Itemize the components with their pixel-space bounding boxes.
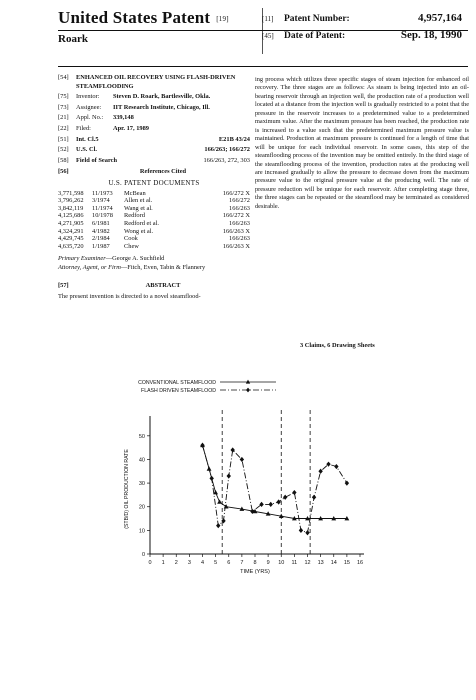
filed-field [58,125,250,134]
intcl-value: E21B 43/24 [218,135,250,143]
abstract-first-line: The present invention is directed to a novel steamflood- [58,293,201,301]
y-tick-label: 30 [138,481,145,488]
data-point [292,490,296,495]
x-tick-label: 10 [278,560,285,566]
reference-name: McBean [124,189,146,197]
data-point [299,528,303,533]
x-tick-label: 9 [266,560,270,566]
assignee-field [58,104,250,113]
uscl-label: U.S. Cl. [76,146,97,154]
reference-cls: 166/263 [229,204,250,212]
reference-name: Cook [124,235,138,243]
inventor-value: Steven D. Roark, Bartlesville, Okla. [113,93,211,101]
attorney-name: —Fitch, Even, Tabin & Flannery [120,263,206,271]
data-point [227,473,231,478]
inventor-surname: Roark [58,33,88,45]
data-point [250,509,254,514]
reference-date: 6/1981 [92,219,110,227]
x-tick-label: 4 [200,560,205,566]
y-tick-label: 0 [141,552,145,558]
references-list [58,190,250,251]
search-label: Field of Search [76,156,118,164]
references-heading: References Cited [139,168,187,176]
reference-no: 4,125,686 [58,212,84,220]
patent-header-left [58,8,229,45]
x-tick-label: 12 [304,560,311,566]
number-code: [11] [262,15,274,23]
data-point [240,457,244,462]
reference-row [58,197,250,205]
reference-name: Chew [124,242,139,250]
header-rule-bottom [58,66,468,67]
x-tick-label: 14 [330,560,337,566]
attorney-label: Attorney, Agent, or Firm [58,263,121,271]
appl-value: 339,148 [113,114,134,122]
production-rate-chart [98,374,398,604]
legend-label: FLASH DRIVEN STEAMFLOOD [141,388,216,394]
primary-examiner [58,255,250,264]
reference-row [58,212,250,220]
examiner-label: Primary Examiner [58,255,106,263]
filed-value: Apr. 17, 1989 [113,124,149,132]
reference-name: Redford [124,212,145,220]
data-point [216,523,220,528]
y-axis-label: (STB/D) OIL PRODUCTION RATE [124,449,130,529]
reference-name: Wang et al. [124,204,153,212]
patent-number: 4,957,164 [418,12,462,24]
data-point [209,476,213,481]
x-tick-label: 8 [253,560,257,566]
y-tick-label: 50 [138,433,145,440]
data-point [200,443,204,448]
reference-row [58,228,250,236]
references-heading-row [58,168,250,177]
reference-date: 2/1984 [92,235,110,243]
reference-no: 3,842,119 [58,204,84,212]
number-label: Patent Number: [284,14,350,24]
reference-no: 4,429,745 [58,235,84,243]
data-point [217,499,222,503]
inventor-field [58,93,250,102]
intcl-code: [51] [58,135,69,143]
patent-header-right [262,12,462,46]
reference-date: 11/1973 [92,189,113,197]
reference-date: 3/1974 [92,197,110,205]
x-tick-label: 5 [214,560,218,566]
data-point [276,499,280,504]
data-point [283,495,287,500]
intcl-field [58,136,250,145]
reference-no: 4,324,291 [58,227,84,235]
y-tick-label: 20 [138,504,145,511]
title-field [58,74,250,91]
x-tick-label: 2 [174,560,178,566]
reference-row [58,205,250,213]
reference-date: 1/1987 [92,242,110,250]
reference-no: 4,635,720 [58,242,84,250]
reference-cls: 166/263 [229,219,250,227]
reference-row [58,190,250,198]
assignee-value: IIT Research Institute, Chicago, Ill. [113,103,210,111]
inventor-label: Inventor: [76,93,100,101]
reference-row [58,243,250,251]
reference-cls: 166/263 X [222,242,250,250]
patent-office-title: United States Patent [19] [58,8,229,27]
x-axis-label: TIME (YRS) [240,569,270,575]
abstract-heading-row [58,282,250,291]
x-tick-label: 6 [227,560,231,566]
series-line [203,445,347,518]
data-point [305,530,309,535]
data-point [318,469,322,474]
inventor-code: [75] [58,93,69,101]
appl-field [58,114,250,123]
abstract-heading: ABSTRACT [145,282,181,290]
assignee-code: [73] [58,103,69,111]
legend-label: CONVENTIONAL STEAMFLOOD [138,380,216,386]
legend-marker [246,388,250,393]
reference-date: 4/1982 [92,227,110,235]
x-tick-label: 11 [291,560,298,566]
date-label: Date of Patent: [284,31,346,41]
intcl-label: Int. Cl.5 [76,135,99,143]
abstract-continuation: ing process which utilizes three specific stages of steam injection for enhanced oil recovery. The three stages are as follows: As steam is being injected into an oil-bearing reservoir through an injection well, the production rate of a production well located at a distance from the injection well is gradually restricted to a point that the pressure in the reservoir increases to a predetermined value to a predetermined maximum value. After the maximum pressure has been reached, the production rate is increased to a value such that the predetermined maximum pressure value is maintained. Production at maximum pressure is continued for a length of time that will be unique for each individual reservoir. In some cases, this step of the steamflooding process of the invention may be omitted entirely. In the third stage of the steamflooding process of the invention, production rates at the producing well are increased gradually to allow the pressure to decrease down from the maximum pressure value to the original pressure value at the producing well. The rate of pressure reduction will be unique for each reservoir. After completing stage three, the three stages can be repeated or the steamflood may be terminated as considered desirable. [255,76,469,210]
y-tick-label: 40 [138,457,145,464]
appl-code: [21] [58,114,69,122]
examiner-name: —George A. Suchfield [105,255,165,263]
bibliographic-column [58,74,250,302]
filed-code: [22] [58,124,69,132]
date-code: [45] [262,32,274,40]
x-tick-label: 3 [187,560,191,566]
reference-row [58,235,250,243]
title-code: [19] [216,15,229,24]
reference-cls: 166/272 [229,197,250,205]
search-value: 166/263, 272, 303 [203,156,250,164]
x-tick-label: 7 [240,560,244,566]
uscl-value: 166/263; 166/272 [204,146,250,154]
data-point [312,495,316,500]
x-tick-label: 15 [343,560,350,566]
y-tick-label: 10 [138,528,145,535]
reference-no: 4,271,905 [58,219,84,227]
data-point [224,504,229,508]
x-tick-label: 16 [356,560,364,566]
claims-summary: 3 Claims, 6 Drawing Sheets [300,342,375,349]
patent-documents-heading: U.S. PATENT DOCUMENTS [108,178,200,187]
search-field [58,157,250,166]
reference-cls: 166/263 X [222,227,250,235]
reference-name: Wong et al. [124,227,154,235]
reference-no: 3,771,598 [58,189,84,197]
filed-label: Filed: [76,124,91,132]
refs-code: [56] [58,168,69,176]
reference-date: 11/1974 [92,204,113,212]
appl-label: Appl. No.: [76,114,104,122]
patent-date: Sep. 18, 1990 [400,29,462,41]
uscl-code: [52] [58,146,69,154]
reference-row [58,220,250,228]
abstract-code: [57] [58,282,69,290]
title-code-tag: [54] [58,74,69,81]
patent-number-row [262,12,462,29]
data-point [269,502,273,507]
x-tick-label: 0 [148,560,152,566]
x-tick-label: 1 [161,560,165,566]
assignee-label: Assignee: [76,103,102,111]
reference-no: 3,796,262 [58,197,84,205]
search-code: [58] [58,156,69,164]
uscl-field [58,146,250,155]
invention-title: ENHANCED OIL RECOVERY USING FLASH-DRIVEN STEAMFLOODING [76,74,236,90]
reference-cls: 166/272 X [222,212,250,220]
data-point [334,464,338,469]
reference-name: Redford et al. [124,219,159,227]
reference-name: Allen et al. [124,197,153,205]
attorney [58,264,250,273]
patent-date-row [262,29,462,46]
x-tick-label: 13 [317,560,324,566]
header-rule-top [58,30,468,31]
reference-cls: 166/263 [229,235,250,243]
reference-cls: 166/272 X [222,189,250,197]
reference-date: 10/1978 [92,212,113,220]
